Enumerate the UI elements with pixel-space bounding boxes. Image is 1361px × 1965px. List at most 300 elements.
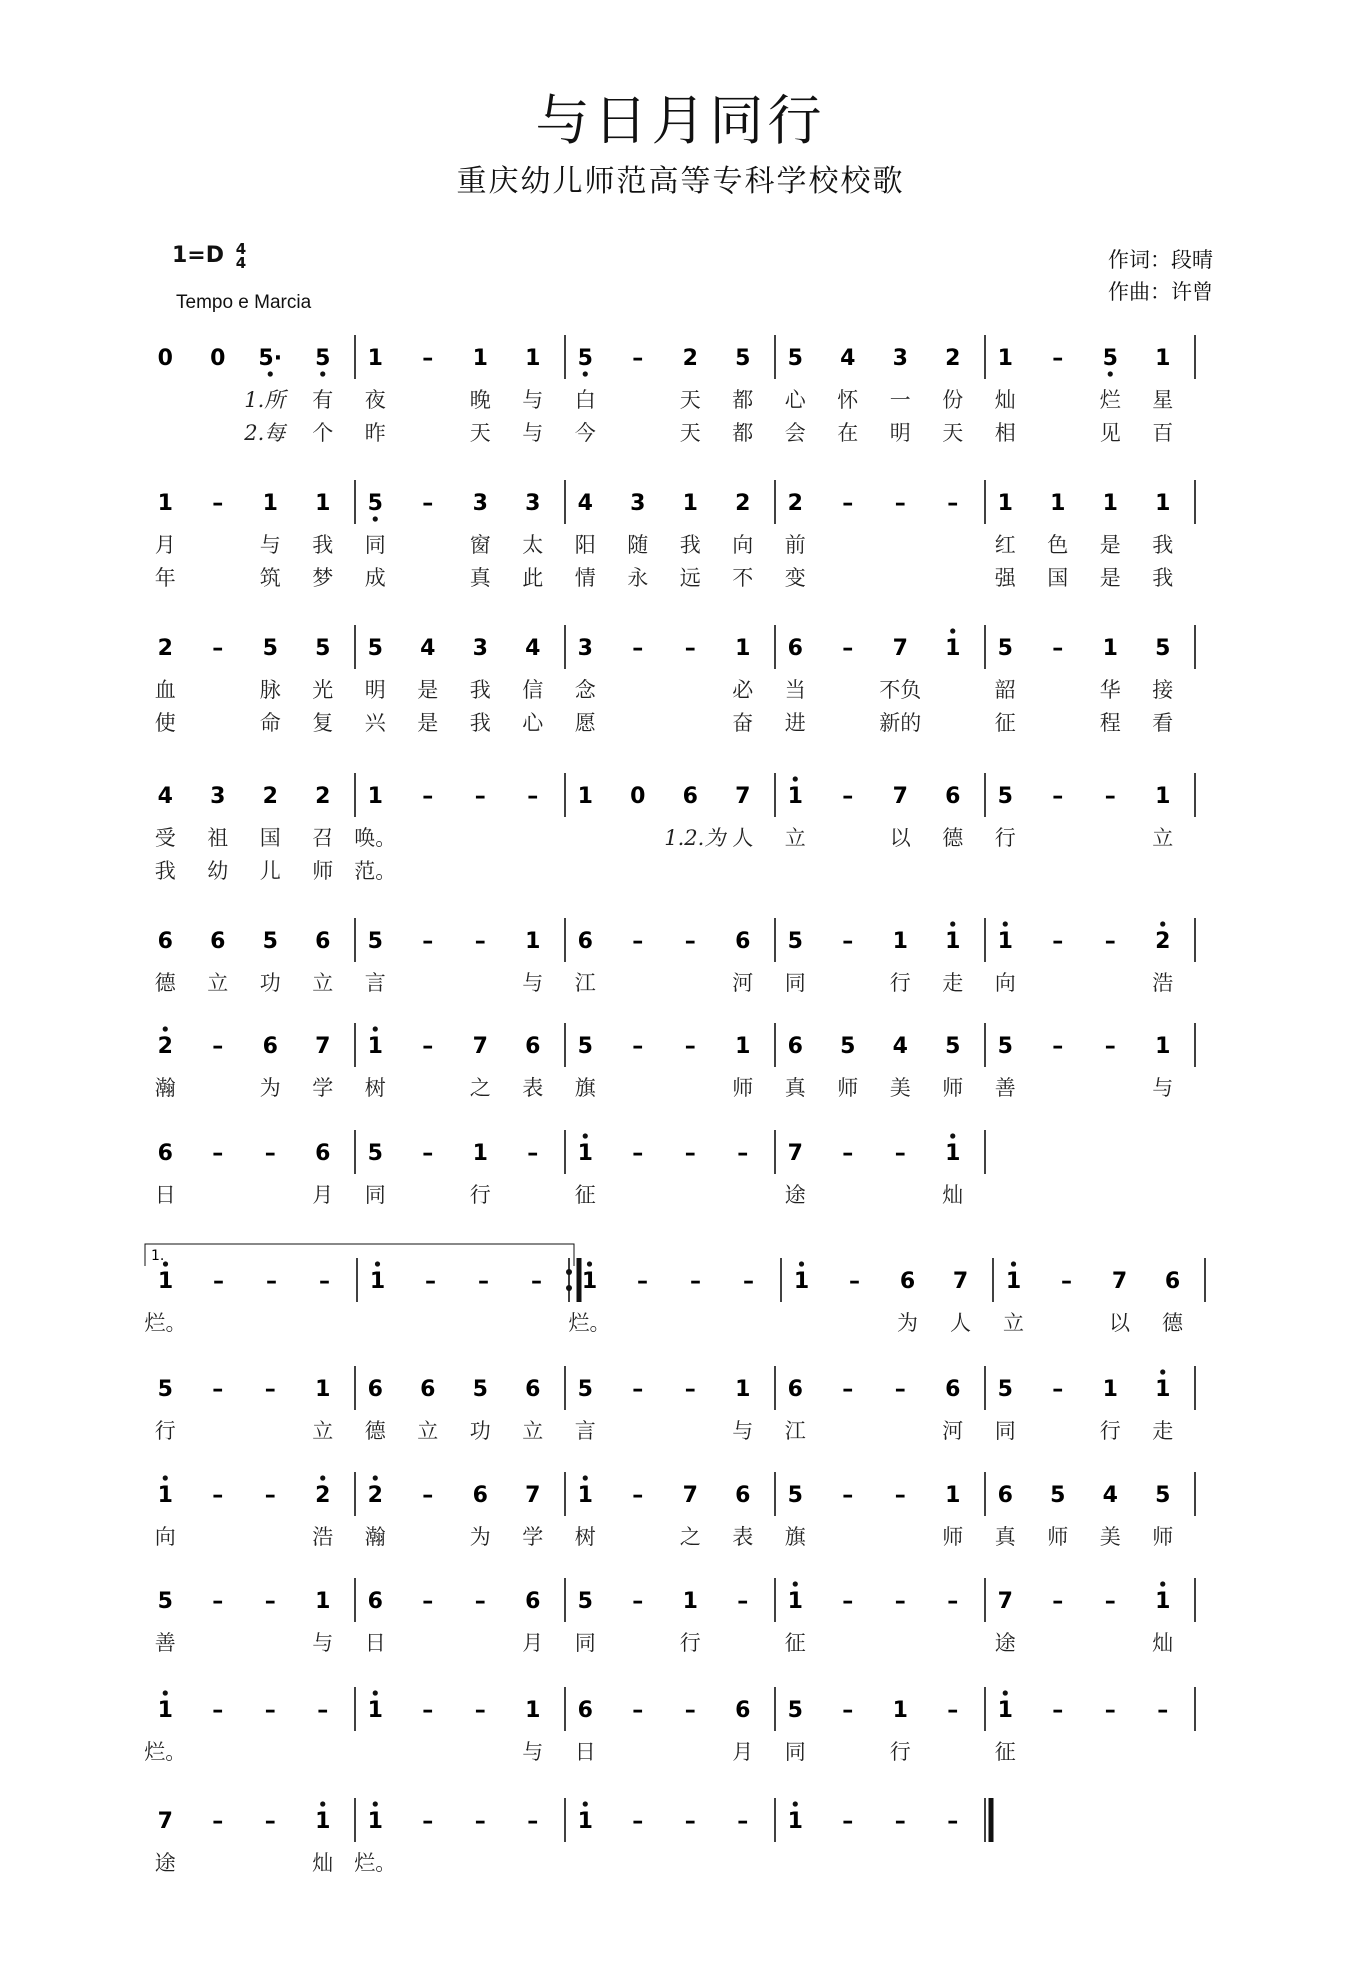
jianpu-note: – (684, 929, 696, 954)
high-octave-dot (1003, 1690, 1008, 1695)
lyric-verse-1: 前 (784, 533, 806, 557)
lyric-verse-2: 变 (784, 566, 806, 590)
jianpu-note: 6 (525, 1377, 541, 1402)
jianpu-note: 5 (315, 346, 331, 371)
jianpu-note: 1 (787, 1809, 803, 1834)
lyric-verse-1: 德 (364, 1419, 386, 1443)
high-octave-dot (373, 1801, 378, 1806)
jianpu-note: 5 (997, 1377, 1013, 1402)
lyric-verse-1: 河 (732, 971, 754, 995)
lyric-verse-1: 韶 (994, 678, 1016, 702)
lyric-verse-1: 份 (942, 388, 964, 412)
jianpu-note: 3 (630, 491, 646, 516)
lyric-verse-2: 进 (784, 711, 806, 735)
high-octave-dot (950, 628, 955, 633)
lyric-verse-1: 行 (889, 1740, 911, 1764)
jianpu-note: – (842, 1377, 854, 1402)
jianpu-note: 5 (787, 929, 803, 954)
lyric-verse-2: 真 (469, 566, 491, 590)
lyric-verse-1: 表 (732, 1525, 754, 1549)
lyric-verse-2: 看 (1152, 711, 1174, 735)
jianpu-note: 1 (1050, 491, 1066, 516)
jianpu-note: 4 (577, 491, 593, 516)
jianpu-note: – (213, 1269, 224, 1294)
lyric-verse-1: 行 (994, 826, 1016, 850)
jianpu-note: – (1052, 929, 1064, 954)
jianpu-note: 1 (892, 1698, 908, 1723)
jianpu-note: 1 (262, 491, 278, 516)
lyric-verse-1: 随 (627, 533, 649, 557)
jianpu-note: 5 (367, 636, 383, 661)
lyric-verse-1: 立 (522, 1419, 544, 1443)
jianpu-note: – (632, 1809, 644, 1834)
jianpu-note: 1 (682, 491, 698, 516)
lyric-verse-1: 怀 (837, 388, 859, 412)
jianpu-note: – (1052, 1377, 1064, 1402)
lyric-verse-2: 不 (732, 566, 754, 590)
lyric-verse-1: 立 (1003, 1311, 1024, 1335)
jianpu-note: – (1052, 636, 1064, 661)
lyric-verse-1: 白 (574, 388, 596, 412)
lyric-verse-1: 之 (469, 1076, 491, 1100)
jianpu-note: 5 (577, 1034, 593, 1059)
jianpu-note: 6 (210, 929, 226, 954)
lyric-verse-1: 树 (364, 1076, 386, 1100)
jianpu-note: 5 (787, 1483, 803, 1508)
high-octave-dot (793, 776, 798, 781)
lyric-verse-1: 人 (950, 1311, 971, 1335)
jianpu-note: 5 (840, 1034, 856, 1059)
jianpu-note: 6 (945, 784, 961, 809)
jianpu-note: 1 (157, 491, 173, 516)
lyric-verse-2: 兴 (364, 711, 386, 735)
jianpu-note: 1 (735, 636, 751, 661)
jianpu-note: – (264, 1141, 276, 1166)
jianpu-note: 2 (157, 1034, 173, 1059)
jianpu-note: 1 (1155, 784, 1171, 809)
jianpu-note: – (737, 1809, 749, 1834)
lyric-verse-1: 以 (889, 826, 911, 850)
lyric-verse-1: 瀚 (364, 1525, 386, 1549)
lyric-verse-1: 师 (732, 1076, 754, 1100)
jianpu-note: – (422, 784, 434, 809)
jianpu-note: – (527, 1809, 539, 1834)
lyric-verse-2: 是 (417, 711, 439, 735)
jianpu-note: – (849, 1269, 860, 1294)
low-octave-dot (583, 371, 588, 376)
lyric-verse-2: 百 (1152, 421, 1174, 445)
lyric-verse-1: 德 (154, 971, 176, 995)
lyric-verse-1: 烂。 (354, 1851, 397, 1875)
lyric-verse-1: 浩 (312, 1525, 334, 1549)
lyric-verse-1: 信 (522, 678, 544, 702)
lyric-verse-1: 善 (154, 1631, 176, 1655)
high-octave-dot (793, 1801, 798, 1806)
jianpu-note: 5 (367, 1141, 383, 1166)
jianpu-note: 6 (157, 929, 173, 954)
jianpu-note: 1 (735, 1034, 751, 1059)
high-octave-dot (583, 1133, 588, 1138)
jianpu-note: 5 (157, 1589, 173, 1614)
lyric-verse-2: 奋 (732, 711, 754, 735)
lyric-verse-2: 永 (627, 566, 649, 590)
jianpu-note: 5 (735, 346, 751, 371)
lyric-verse-2: 师 (312, 859, 334, 883)
high-octave-dot (375, 1261, 380, 1266)
jianpu-note: 1 (997, 929, 1013, 954)
jianpu-note: 1 (157, 1483, 173, 1508)
lyric-verse-1: 是 (1099, 533, 1121, 557)
lyric-verse-1: 同 (364, 1183, 386, 1207)
jianpu-note: 2 (157, 636, 173, 661)
lyric-verse-1: 天 (679, 388, 701, 412)
jianpu-note: 2 (787, 491, 803, 516)
lyric-verse-1: 旗 (784, 1525, 806, 1549)
jianpu-note: 1 (945, 1141, 961, 1166)
lyric-verse-1: 征 (574, 1183, 596, 1207)
jianpu-note: 1 (945, 1483, 961, 1508)
low-octave-dot (268, 371, 273, 376)
jianpu-note: 0 (210, 346, 226, 371)
lyric-verse-2: 强 (994, 566, 1016, 590)
jianpu-note: 1 (787, 1589, 803, 1614)
lyric-verse-2: 年 (154, 566, 176, 590)
jianpu-note: 1 (315, 1377, 331, 1402)
jianpu-note: – (684, 1809, 696, 1834)
high-octave-dot (373, 1026, 378, 1031)
jianpu-note: – (422, 1589, 434, 1614)
lyric-verse-1: 为 (259, 1076, 281, 1100)
jianpu-note: – (212, 1809, 224, 1834)
song-subtitle: 重庆幼儿师范高等专科学校校歌 (456, 164, 905, 199)
jianpu-note: 1 (525, 346, 541, 371)
high-octave-dot (950, 1133, 955, 1138)
lyric-verse-1: 华 (1099, 678, 1121, 702)
jianpu-note: 5 (315, 636, 331, 661)
high-octave-dot (320, 1475, 325, 1480)
lyric-verse-2: 在 (837, 421, 859, 445)
jianpu-note: – (1052, 346, 1064, 371)
lyric-verse-1: 途 (994, 1631, 1016, 1655)
jianpu-note: 7 (525, 1483, 541, 1508)
lyric-verse-1: 江 (784, 1419, 806, 1443)
jianpu-note: 2 (315, 1483, 331, 1508)
lyric-verse-1: 月 (732, 1740, 754, 1764)
jianpu-note: 1 (525, 929, 541, 954)
jianpu-note: 5· (258, 346, 283, 371)
jianpu-note: – (684, 1034, 696, 1059)
high-octave-dot (1011, 1261, 1016, 1266)
jianpu-note: 1 (315, 1589, 331, 1614)
lyric-verse-1: 夜 (364, 388, 386, 412)
jianpu-note: – (842, 1698, 854, 1723)
jianpu-note: – (842, 929, 854, 954)
jianpu-note: – (1104, 784, 1116, 809)
jianpu-note: – (422, 491, 434, 516)
jianpu-note: – (632, 1377, 644, 1402)
jianpu-note: 7 (472, 1034, 488, 1059)
jianpu-note: 4 (840, 346, 856, 371)
jianpu-note: – (737, 1141, 749, 1166)
repeat-dot (566, 1269, 572, 1275)
jianpu-note: – (264, 1698, 276, 1723)
jianpu-note: – (1104, 1034, 1116, 1059)
jianpu-note: 5 (1155, 1483, 1171, 1508)
jianpu-note: – (1061, 1269, 1072, 1294)
jianpu-note: – (527, 784, 539, 809)
lyric-verse-1: 美 (1099, 1525, 1121, 1549)
jianpu-note: 7 (1111, 1269, 1128, 1294)
lyric-verse-2: 都 (732, 421, 754, 445)
jianpu-note: 6 (367, 1589, 383, 1614)
high-octave-dot (587, 1261, 592, 1266)
jianpu-note: 6 (367, 1377, 383, 1402)
jianpu-note: – (894, 1141, 906, 1166)
lyric-verse-1: 征 (994, 1740, 1016, 1764)
lyric-verse-1: 灿 (942, 1183, 964, 1207)
composer-credit: 作曲：许曾 (1108, 280, 1213, 304)
lyric-verse-2: 幼 (207, 859, 229, 883)
lyric-verse-2: 天 (942, 421, 964, 445)
jianpu-note: – (1052, 784, 1064, 809)
jianpu-note: – (212, 1141, 224, 1166)
jianpu-note: 4 (892, 1034, 908, 1059)
lyric-verse-1: 之 (679, 1525, 701, 1549)
lyric-verse-2: 愿 (574, 711, 596, 735)
jianpu-note: 3 (472, 491, 488, 516)
jianpu-note: – (947, 1589, 959, 1614)
jianpu-note: – (264, 1809, 276, 1834)
lyric-verse-1: 与 (259, 533, 281, 557)
jianpu-note: – (1104, 1698, 1116, 1723)
jianpu-note: – (684, 636, 696, 661)
jianpu-note: 7 (682, 1483, 698, 1508)
lyric-verse-2: 征 (994, 711, 1016, 735)
lyric-verse-1: 善 (994, 1076, 1016, 1100)
jianpu-note: 6 (682, 784, 698, 809)
lyric-verse-1: 太 (522, 533, 544, 557)
jianpu-note: 2 (1155, 929, 1171, 954)
lyric-verse-1: 途 (154, 1851, 176, 1875)
lyric-verse-2: 会 (784, 421, 806, 445)
jianpu-note: 5 (367, 491, 383, 516)
jianpu-note: – (894, 1483, 906, 1508)
lyric-verse-1: 与 (522, 388, 544, 412)
lyric-verse-1: 烂 (1099, 388, 1121, 412)
lyric-verse-1: 接 (1152, 678, 1174, 702)
jianpu-note: – (632, 929, 644, 954)
jianpu-note: – (632, 636, 644, 661)
jianpu-note: – (947, 491, 959, 516)
jianpu-note: 6 (157, 1141, 173, 1166)
jianpu-note: 5 (1050, 1483, 1066, 1508)
jianpu-note: – (743, 1269, 754, 1294)
low-octave-dot (1108, 371, 1113, 376)
lyric-verse-2: 个 (312, 421, 334, 445)
jianpu-note: – (264, 1377, 276, 1402)
jianpu-note: 7 (157, 1809, 173, 1834)
jianpu-note: 1 (367, 346, 383, 371)
jianpu-note: – (478, 1269, 489, 1294)
jianpu-note: 1 (369, 1269, 386, 1294)
low-octave-dot (373, 516, 378, 521)
jianpu-note: 0 (157, 346, 173, 371)
jianpu-note: – (422, 1698, 434, 1723)
lyric-verse-2: 与 (522, 421, 544, 445)
jianpu-note: – (894, 1377, 906, 1402)
lyric-verse-1: 人 (732, 826, 754, 850)
jianpu-note: 1 (315, 491, 331, 516)
lyric-verse-1: 立 (1152, 826, 1174, 850)
jianpu-note: – (212, 1377, 224, 1402)
jianpu-note: 6 (315, 1141, 331, 1166)
jianpu-note: – (474, 1809, 486, 1834)
jianpu-note: 2 (945, 346, 961, 371)
lyric-verse-1: 日 (574, 1740, 596, 1764)
lyric-verse-1: 功 (469, 1419, 491, 1443)
lyric-verse-1: 向 (994, 971, 1016, 995)
jianpu-note: 6 (525, 1589, 541, 1614)
jianpu-note: 1 (945, 636, 961, 661)
jianpu-note: 6 (735, 929, 751, 954)
lyric-verse-1: 瀚 (154, 1076, 176, 1100)
jianpu-note: 7 (735, 784, 751, 809)
jianpu-note: 1 (367, 1698, 383, 1723)
lyric-verse-1: 星 (1152, 388, 1174, 412)
lyric-verse-1: 同 (784, 1740, 806, 1764)
lyric-verse-1: 言 (364, 971, 386, 995)
jianpu-note: 3 (525, 491, 541, 516)
lyric-verse-1: 唤。 (354, 826, 397, 850)
jianpu-note: 5 (577, 1589, 593, 1614)
jianpu-note: 1 (157, 1698, 173, 1723)
lyric-verse-1: 心 (784, 388, 806, 412)
lyric-verse-1: 表 (522, 1076, 544, 1100)
lyric-verse-2: 明 (889, 421, 911, 445)
lyric-verse-1: 途 (784, 1183, 806, 1207)
high-octave-dot (793, 1581, 798, 1586)
lyric-verse-1: 窗 (469, 533, 491, 557)
high-octave-dot (320, 1801, 325, 1806)
jianpu-note: 7 (952, 1269, 969, 1294)
lyric-verse-1: 月 (522, 1631, 544, 1655)
lyric-verse-1: 都 (732, 388, 754, 412)
jianpu-note: 7 (315, 1034, 331, 1059)
lyric-verse-1: 向 (732, 533, 754, 557)
high-octave-dot (1160, 921, 1165, 926)
jianpu-note: – (212, 1589, 224, 1614)
lyric-verse-2: 梦 (312, 566, 334, 590)
jianpu-note: 6 (787, 1034, 803, 1059)
jianpu-note: – (212, 636, 224, 661)
lyric-verse-1: 真 (994, 1525, 1016, 1549)
lyric-verse-1: 师 (1152, 1525, 1174, 1549)
lyric-verse-2: 情 (574, 566, 596, 590)
jianpu-note: – (212, 1034, 224, 1059)
lyric-verse-1: 是 (417, 678, 439, 702)
jianpu-note: 1 (367, 784, 383, 809)
jianpu-note: – (684, 1698, 696, 1723)
jianpu-note: 1 (525, 1698, 541, 1723)
jianpu-note: – (842, 491, 854, 516)
jianpu-note: 1 (997, 491, 1013, 516)
lyric-verse-1: 行 (469, 1183, 491, 1207)
jianpu-note: – (212, 1483, 224, 1508)
jianpu-note: – (266, 1269, 277, 1294)
jianpu-note: 3 (577, 636, 593, 661)
jianpu-note: – (531, 1269, 542, 1294)
lyric-verse-2: 筑 (259, 566, 281, 590)
jianpu-note: 7 (787, 1141, 803, 1166)
lyric-verse-1: 为 (897, 1311, 918, 1335)
lyric-verse-1: 立 (207, 971, 229, 995)
lyric-verse-1: 同 (784, 971, 806, 995)
jianpu-note: – (264, 1589, 276, 1614)
jianpu-note: – (842, 1589, 854, 1614)
jianpu-note: 6 (1164, 1269, 1181, 1294)
jianpu-note: – (527, 1141, 539, 1166)
lyric-verse-1: 与 (1152, 1076, 1174, 1100)
jianpu-note: 5 (262, 636, 278, 661)
lyric-verse-2: 今 (574, 421, 596, 445)
jianpu-note: 2 (262, 784, 278, 809)
time-signature-bottom: 4 (235, 254, 247, 272)
lyric-verse-2: 远 (679, 566, 701, 590)
jianpu-note: 1 (315, 1809, 331, 1834)
lyric-verse-1: 行 (889, 971, 911, 995)
jianpu-note: 5 (787, 346, 803, 371)
lyric-verse-1: 晚 (469, 388, 491, 412)
lyric-verse-2: 复 (312, 711, 334, 735)
jianpu-note: – (317, 1698, 329, 1723)
jianpu-note: – (632, 1034, 644, 1059)
lyric-verse-1: 与 (522, 1740, 544, 1764)
jianpu-note: 1 (735, 1377, 751, 1402)
lyric-verse-2: 心 (522, 711, 544, 735)
jianpu-note: – (422, 1034, 434, 1059)
lyric-verse-1: 真 (784, 1076, 806, 1100)
lyric-verse-1: 同 (364, 533, 386, 557)
high-octave-dot (583, 1475, 588, 1480)
jianpu-note: – (319, 1269, 330, 1294)
jianpu-note: 6 (945, 1377, 961, 1402)
jianpu-note: 1 (577, 784, 593, 809)
jianpu-note: – (842, 1809, 854, 1834)
lyric-verse-1: 当 (784, 678, 806, 702)
lyric-verse-1: 同 (994, 1419, 1016, 1443)
jianpu-note: – (422, 929, 434, 954)
jianpu-note: – (894, 491, 906, 516)
lyric-verse-1: 念 (574, 678, 596, 702)
jianpu-note: 3 (892, 346, 908, 371)
lyric-verse-1: 我 (312, 533, 334, 557)
jianpu-note: – (842, 636, 854, 661)
jianpu-note: – (212, 491, 224, 516)
jianpu-note: 4 (1102, 1483, 1118, 1508)
jianpu-note: – (1052, 1698, 1064, 1723)
jianpu-note: 1 (787, 784, 803, 809)
lyric-verse-1: 美 (889, 1076, 911, 1100)
jianpu-note: – (637, 1269, 648, 1294)
lyric-verse-1: 祖 (207, 826, 229, 850)
lyric-verse-1: 明 (364, 678, 386, 702)
jianpu-note: 5 (472, 1377, 488, 1402)
lyric-verse-1: 立 (312, 971, 334, 995)
jianpu-note: 6 (787, 636, 803, 661)
jianpu-note: – (422, 1809, 434, 1834)
jianpu-note: 5 (787, 1698, 803, 1723)
jianpu-note: 1 (1155, 1377, 1171, 1402)
